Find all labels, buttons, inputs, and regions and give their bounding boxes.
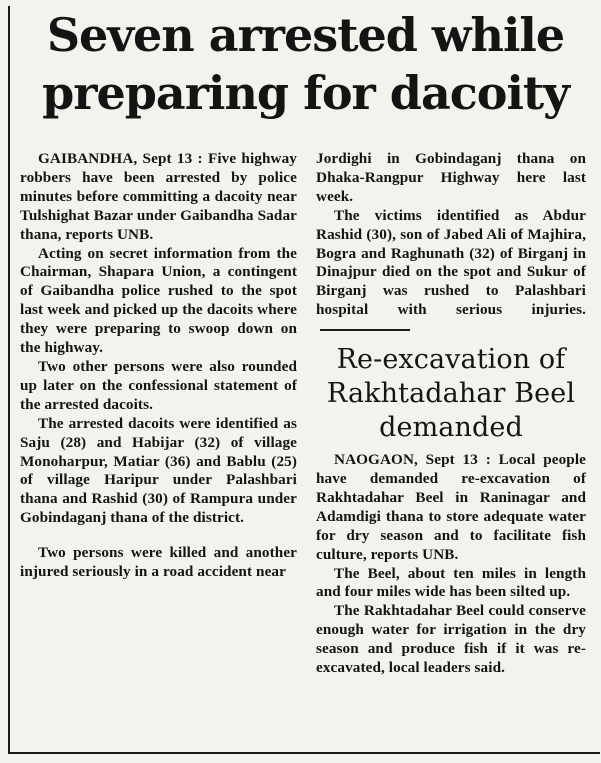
article1-paragraph-5: Two persons were killed and another injured seriously in a road accident near xyxy=(20,544,297,581)
article1-paragraph-6-text: The victims identified as Abdur Rashid (30), son of Jabed Ali of Majhira, Bogra and Raghunath (32) of Birganj in Dinajpur died on the spot and Sukur of Birganj was rushed to Palashbari hospital with serious injuries. xyxy=(316,206,586,319)
article1-paragraph-5-continued: Jordighi in Gobindaganj thana on Dhaka-Rangpur Highway here last week. xyxy=(316,150,586,205)
article2-paragraph-3: The Rakhtadahar Beel could conserve enough water for irrigation in the dry season and produce fish if it was re-excavated, local leaders said. xyxy=(316,602,586,677)
article1-paragraph-2: Acting on secret information from the Chairman, Shapara Union, a contingent of Gaibandha police rushed to the spot last week and picked up the dacoits where they were preparing to swoop down on the highway. xyxy=(20,244,297,357)
article1-paragraph-4: The arrested dacoits were identified as Saju (28) and Habijar (32) of village Monoharpur, Matiar (36) and Bablu (25) of village Haripur under Palashbari thana and Rashid (30) of Rampura under Gobindaganj thana of the district. xyxy=(20,414,297,527)
article-column-left xyxy=(20,150,297,582)
headline-line-1: Seven arrested while xyxy=(46,8,565,62)
main-headline xyxy=(18,6,593,122)
story-end-rule xyxy=(320,329,410,331)
article2-headline: Re-excavation of Rakhtadahar Beel demanded xyxy=(326,344,576,444)
article1-paragraph-3: Two other persons were also rounded up later on the confessional statement of the arrested dacoits. xyxy=(20,357,297,413)
column-rule-bottom xyxy=(8,752,600,754)
article1-paragraph-6 xyxy=(316,207,586,339)
headline-line-2: preparing for dacoity xyxy=(42,66,569,120)
article-column-right xyxy=(316,150,586,678)
article1-paragraph-1: GAIBANDHA, Sept 13 : Five highway robbers have been arrested by police minutes before committing a dacoity near Tulshighat Bazar under Gaibandha Sadar thana, reports UNB. xyxy=(20,150,297,243)
article2-paragraph-2: The Beel, about ten miles in length and four miles wide has been silted up. xyxy=(316,564,586,601)
article2-paragraph-1: NAOGAON, Sept 13 : Local people have demanded re-excavation of Rakhtadahar Beel in Raninagar and Adamdigi thana to store adequate water for dry season and to facilitate fish culture, reports UNB. xyxy=(316,451,586,563)
column-rule-left xyxy=(8,6,10,754)
